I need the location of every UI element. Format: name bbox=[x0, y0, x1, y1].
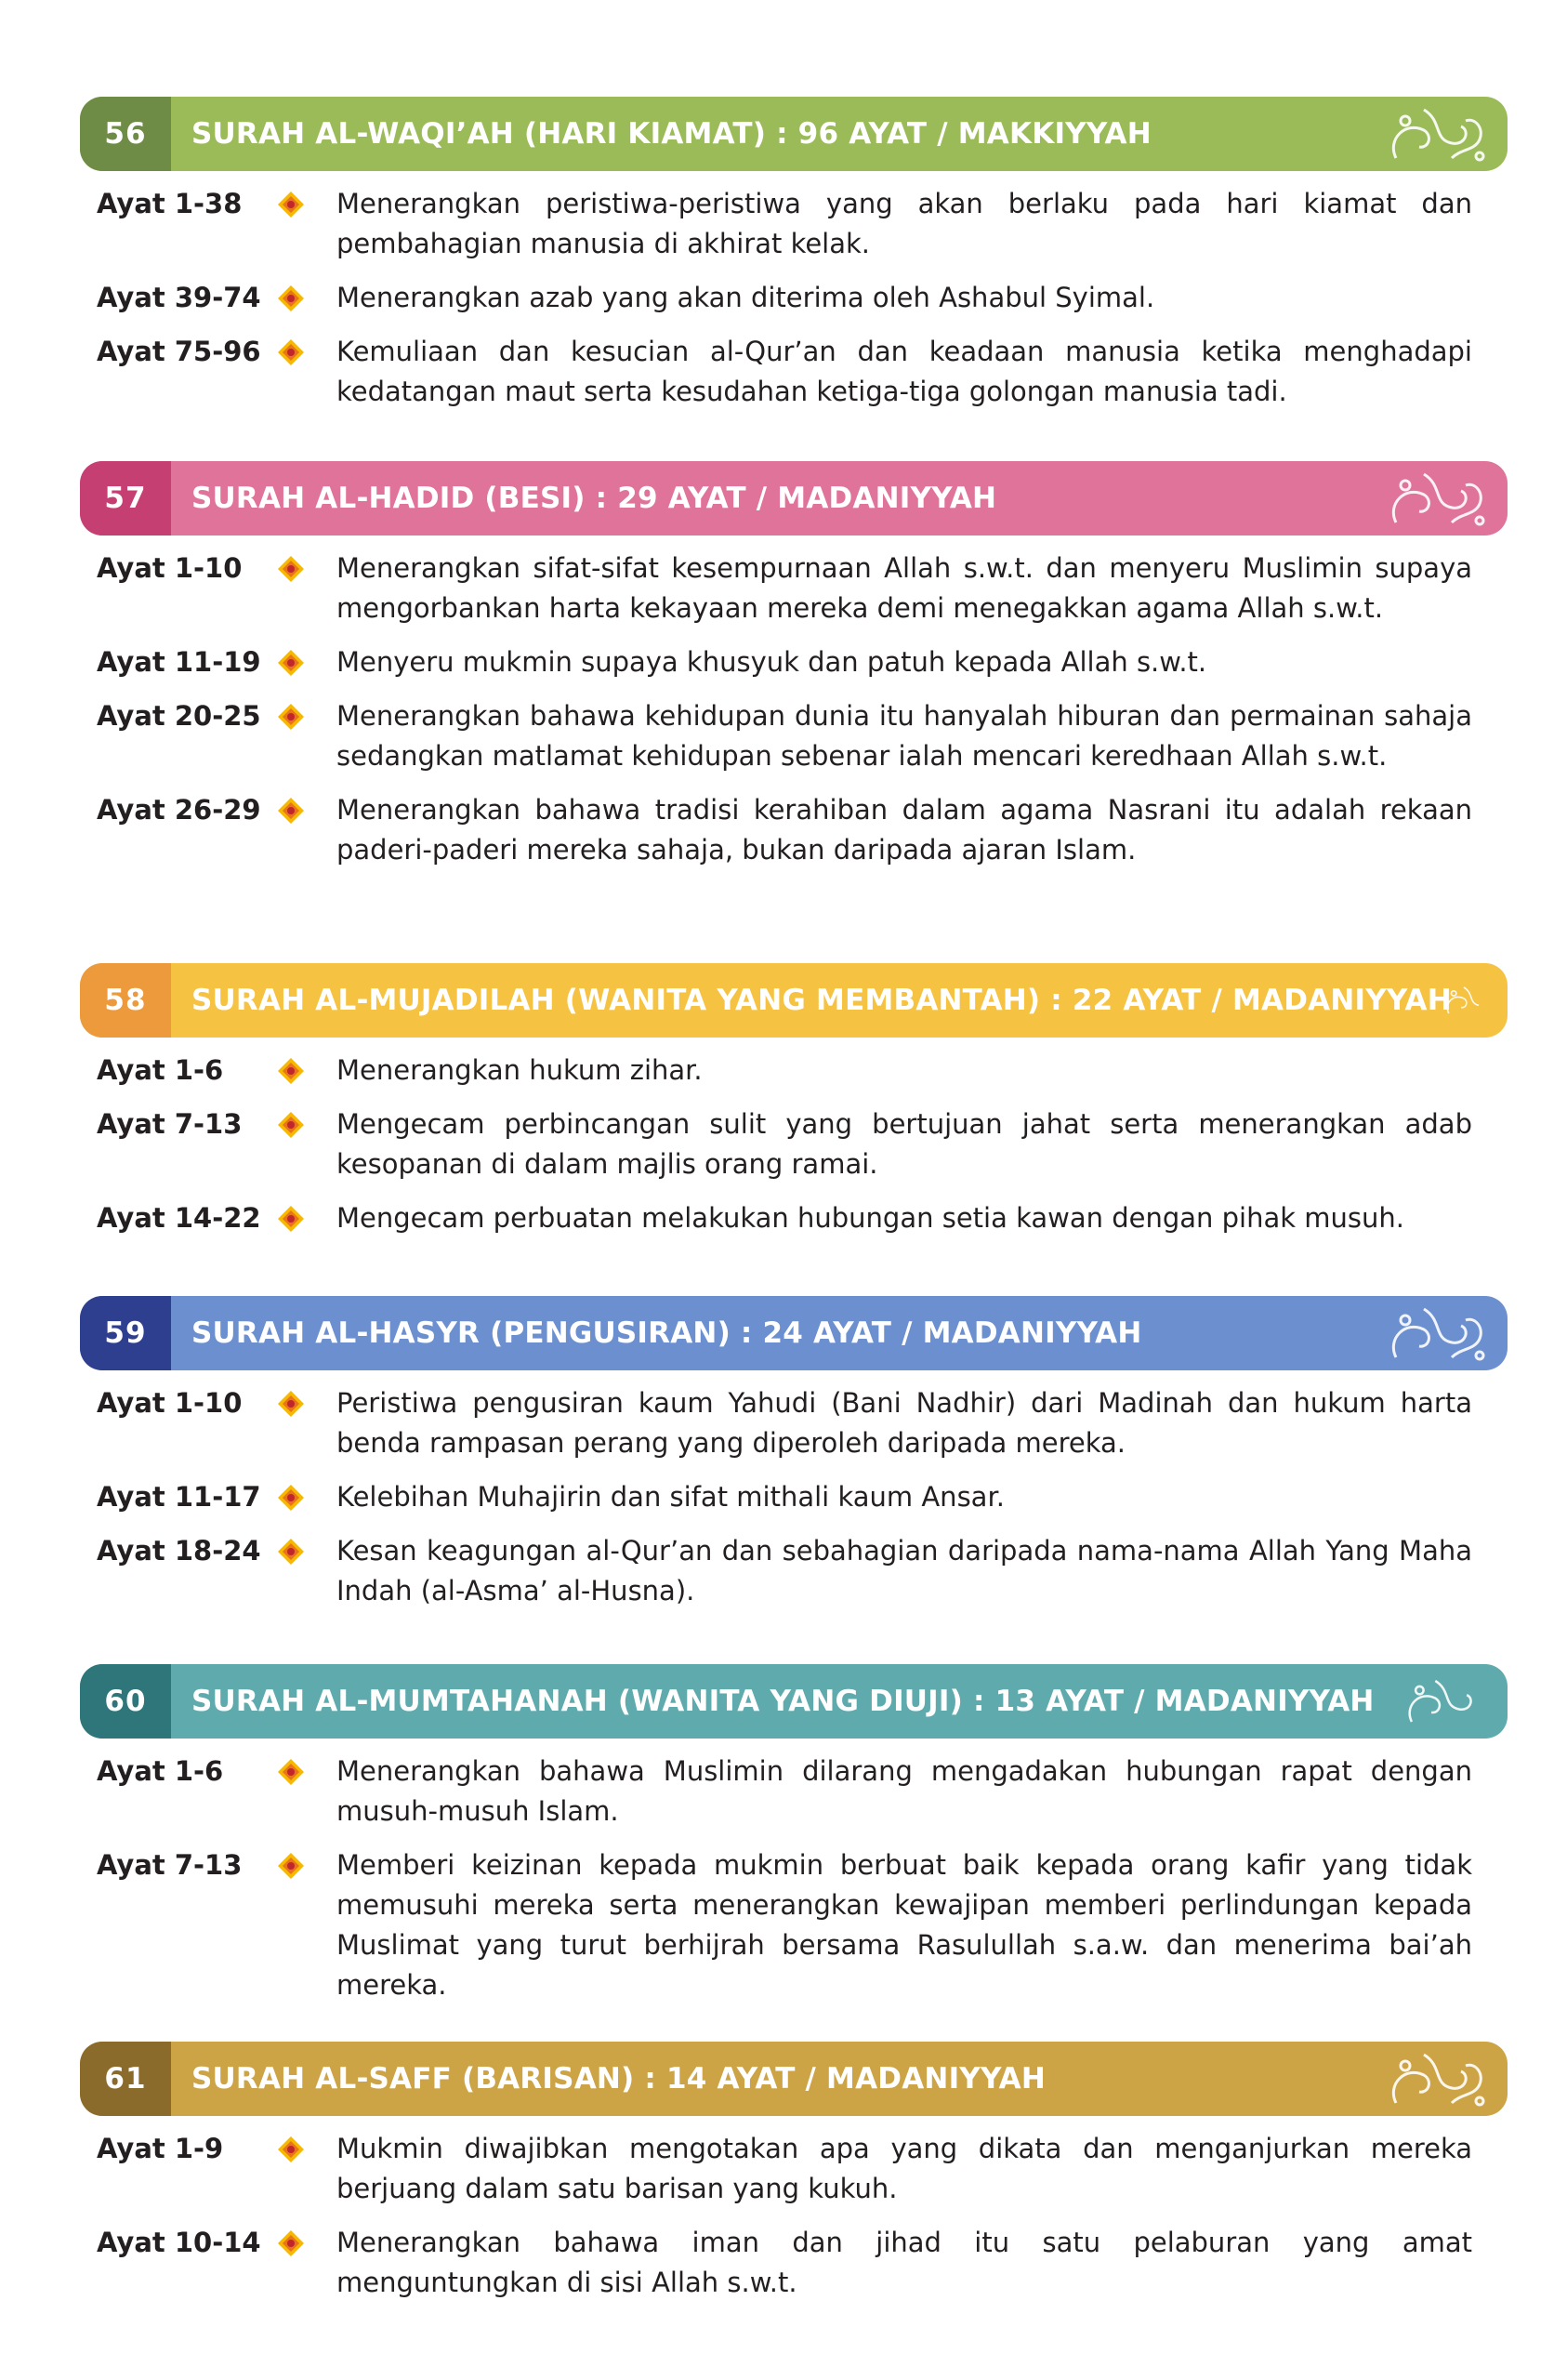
ayat-row bbox=[80, 278, 1508, 318]
diamond-flower-icon bbox=[277, 1758, 305, 1786]
diamond-flower-icon bbox=[277, 2135, 305, 2163]
ayat-range: Ayat 39-74 bbox=[97, 282, 261, 313]
surah-number: 58 bbox=[80, 963, 171, 1038]
surah-title: SURAH AL-MUJADILAH (WANITA YANG MEMBANTAH) : 22 AYAT / MADANIYYAH bbox=[191, 984, 1452, 1017]
ayat-description: Kesan keagungan al-Qur’an dan sebahagian daripada nama-nama Allah Yang Maha Indah (al-Asma’ al-Husna). bbox=[336, 1535, 1472, 1606]
ayat-range: Ayat 26-29 bbox=[97, 794, 261, 826]
diamond-flower-icon bbox=[277, 1484, 305, 1512]
ayat-range: Ayat 1-6 bbox=[97, 1755, 224, 1787]
ayat-range: Ayat 20-25 bbox=[97, 700, 261, 732]
ayat-range: Ayat 1-10 bbox=[97, 552, 243, 584]
ayat-row bbox=[80, 549, 1508, 628]
ayat-range: Ayat 18-24 bbox=[97, 1535, 261, 1567]
ayat-description: Menerangkan peristiwa-peristiwa yang akan berlaku pada hari kiamat dan pembahagian manusia di akhirat kelak. bbox=[336, 188, 1472, 259]
ayat-description: Menerangkan sifat-sifat kesempurnaan Allah s.w.t. dan menyeru Muslimin supaya mengorbankan harta kekayaan mereka demi menegakkan agama Allah s.w.t. bbox=[336, 552, 1472, 624]
surah-title: SURAH AL-WAQI’AH (HARI KIAMAT) : 96 AYAT / MAKKIYYAH bbox=[191, 117, 1152, 151]
surah-banner bbox=[80, 1664, 1508, 1739]
ayat-description: Menerangkan azab yang akan diterima oleh Ashabul Syimal. bbox=[336, 282, 1155, 313]
surah-banner bbox=[80, 2042, 1508, 2116]
ayat-row bbox=[80, 2223, 1508, 2303]
ayat-row bbox=[80, 790, 1508, 870]
ayat-range: Ayat 7-13 bbox=[97, 1849, 243, 1881]
ayat-range: Ayat 75-96 bbox=[97, 336, 261, 367]
ayat-row bbox=[80, 642, 1508, 682]
ayat-description: Menerangkan hukum zihar. bbox=[336, 1054, 703, 1086]
ayat-range: Ayat 1-10 bbox=[97, 1387, 243, 1419]
surah-number: 57 bbox=[80, 461, 171, 536]
ayat-row bbox=[80, 1104, 1508, 1184]
diamond-flower-icon bbox=[277, 2229, 305, 2257]
diamond-flower-icon bbox=[277, 284, 305, 312]
ayat-description: Menerangkan bahawa iman dan jihad itu satu pelaburan yang amat menguntungkan di sisi Allah s.w.t. bbox=[336, 2227, 1472, 2298]
ayat-range: Ayat 14-22 bbox=[97, 1202, 261, 1234]
surah-section-56 bbox=[80, 97, 1508, 426]
diamond-flower-icon bbox=[277, 555, 305, 583]
ayat-description: Menyeru mukmin supaya khusyuk dan patuh kepada Allah s.w.t. bbox=[336, 646, 1207, 678]
ayat-range: Ayat 7-13 bbox=[97, 1108, 243, 1140]
surah-section-60 bbox=[80, 1664, 1508, 2019]
arabesque-ornament-icon bbox=[1377, 2047, 1498, 2110]
ayat-row bbox=[80, 184, 1508, 264]
diamond-flower-icon bbox=[277, 797, 305, 825]
ayat-row bbox=[80, 1477, 1508, 1517]
ayat-row bbox=[80, 696, 1508, 776]
ayat-row bbox=[80, 1383, 1508, 1463]
arabesque-ornament-icon bbox=[1396, 1670, 1498, 1733]
ayat-range: Ayat 11-19 bbox=[97, 646, 261, 678]
ayat-description: Menerangkan bahawa kehidupan dunia itu hanyalah hiburan dan permainan sahaja sedangkan matlamat kehidupan sebenar ialah mencari keredhaan Allah s.w.t. bbox=[336, 700, 1472, 772]
ayat-row bbox=[80, 1198, 1508, 1238]
ayat-description: Kelebihan Muhajirin dan sifat mithali kaum Ansar. bbox=[336, 1481, 1005, 1513]
surah-number: 56 bbox=[80, 97, 171, 171]
ayat-range: Ayat 1-6 bbox=[97, 1054, 224, 1086]
diamond-flower-icon bbox=[277, 1538, 305, 1566]
surah-banner bbox=[80, 963, 1508, 1038]
surah-section-59 bbox=[80, 1296, 1508, 1625]
surah-number: 59 bbox=[80, 1296, 171, 1370]
surah-title: SURAH AL-SAFF (BARISAN) : 14 AYAT / MADANIYYAH bbox=[191, 2062, 1046, 2096]
arabesque-ornament-icon bbox=[1377, 467, 1498, 530]
ayat-range: Ayat 1-9 bbox=[97, 2133, 224, 2164]
surah-banner bbox=[80, 461, 1508, 536]
ayat-row bbox=[80, 1531, 1508, 1611]
surah-title: SURAH AL-MUMTAHANAH (WANITA YANG DIUJI) : 13 AYAT / MADANIYYAH bbox=[191, 1685, 1375, 1718]
surah-section-57 bbox=[80, 461, 1508, 884]
ayat-description: Mengecam perbincangan sulit yang bertujuan jahat serta menerangkan adab kesopanan di dalam majlis orang ramai. bbox=[336, 1108, 1472, 1180]
diamond-flower-icon bbox=[277, 1205, 305, 1233]
arabesque-ornament-icon bbox=[1439, 969, 1504, 1032]
surah-title: SURAH AL-HADID (BESI) : 29 AYAT / MADANIYYAH bbox=[191, 482, 997, 515]
ayat-range: Ayat 11-17 bbox=[97, 1481, 261, 1513]
ayat-row bbox=[80, 332, 1508, 412]
ayat-range: Ayat 1-38 bbox=[97, 188, 243, 219]
ayat-description: Peristiwa pengusiran kaum Yahudi (Bani Nadhir) dari Madinah dan hukum harta benda rampasan perang yang diperoleh daripada mereka. bbox=[336, 1387, 1472, 1459]
diamond-flower-icon bbox=[277, 1111, 305, 1139]
ayat-row bbox=[80, 2129, 1508, 2209]
surah-number: 61 bbox=[80, 2042, 171, 2116]
ayat-row bbox=[80, 1051, 1508, 1091]
ayat-description: Mengecam perbuatan melakukan hubungan setia kawan dengan pihak musuh. bbox=[336, 1202, 1404, 1234]
surah-section-61 bbox=[80, 2042, 1508, 2317]
arabesque-ornament-icon bbox=[1377, 102, 1498, 165]
ayat-range: Ayat 10-14 bbox=[97, 2227, 261, 2258]
diamond-flower-icon bbox=[277, 191, 305, 218]
diamond-flower-icon bbox=[277, 338, 305, 366]
arabesque-ornament-icon bbox=[1377, 1302, 1498, 1365]
surah-banner bbox=[80, 1296, 1508, 1370]
diamond-flower-icon bbox=[277, 703, 305, 731]
ayat-row bbox=[80, 1845, 1508, 2005]
ayat-description: Kemuliaan dan kesucian al-Qur’an dan keadaan manusia ketika menghadapi kedatangan maut serta kesudahan ketiga-tiga golongan manusia tadi. bbox=[336, 336, 1472, 407]
diamond-flower-icon bbox=[277, 1057, 305, 1085]
surah-title: SURAH AL-HASYR (PENGUSIRAN) : 24 AYAT / MADANIYYAH bbox=[191, 1316, 1142, 1350]
surah-banner bbox=[80, 97, 1508, 171]
diamond-flower-icon bbox=[277, 649, 305, 677]
surah-number: 60 bbox=[80, 1664, 171, 1739]
ayat-description: Menerangkan bahawa tradisi kerahiban dalam agama Nasrani itu adalah rekaan paderi-paderi mereka sahaja, bukan daripada ajaran Islam. bbox=[336, 794, 1472, 866]
ayat-description: Mukmin diwajibkan mengotakan apa yang dikata dan menganjurkan mereka berjuang dalam satu barisan yang kukuh. bbox=[336, 2133, 1472, 2204]
surah-section-58 bbox=[80, 963, 1508, 1252]
diamond-flower-icon bbox=[277, 1852, 305, 1880]
ayat-row bbox=[80, 1752, 1508, 1831]
diamond-flower-icon bbox=[277, 1390, 305, 1418]
ayat-description: Memberi keizinan kepada mukmin berbuat baik kepada orang kafir yang tidak memusuhi mereka serta menerangkan kewajipan memberi perlindungan kepada Muslimat yang turut berhijrah bersama Rasulullah s.a.w. dan menerima bai’ah mereka. bbox=[336, 1849, 1472, 2001]
ayat-description: Menerangkan bahawa Muslimin dilarang mengadakan hubungan rapat dengan musuh-musuh Islam. bbox=[336, 1755, 1472, 1827]
